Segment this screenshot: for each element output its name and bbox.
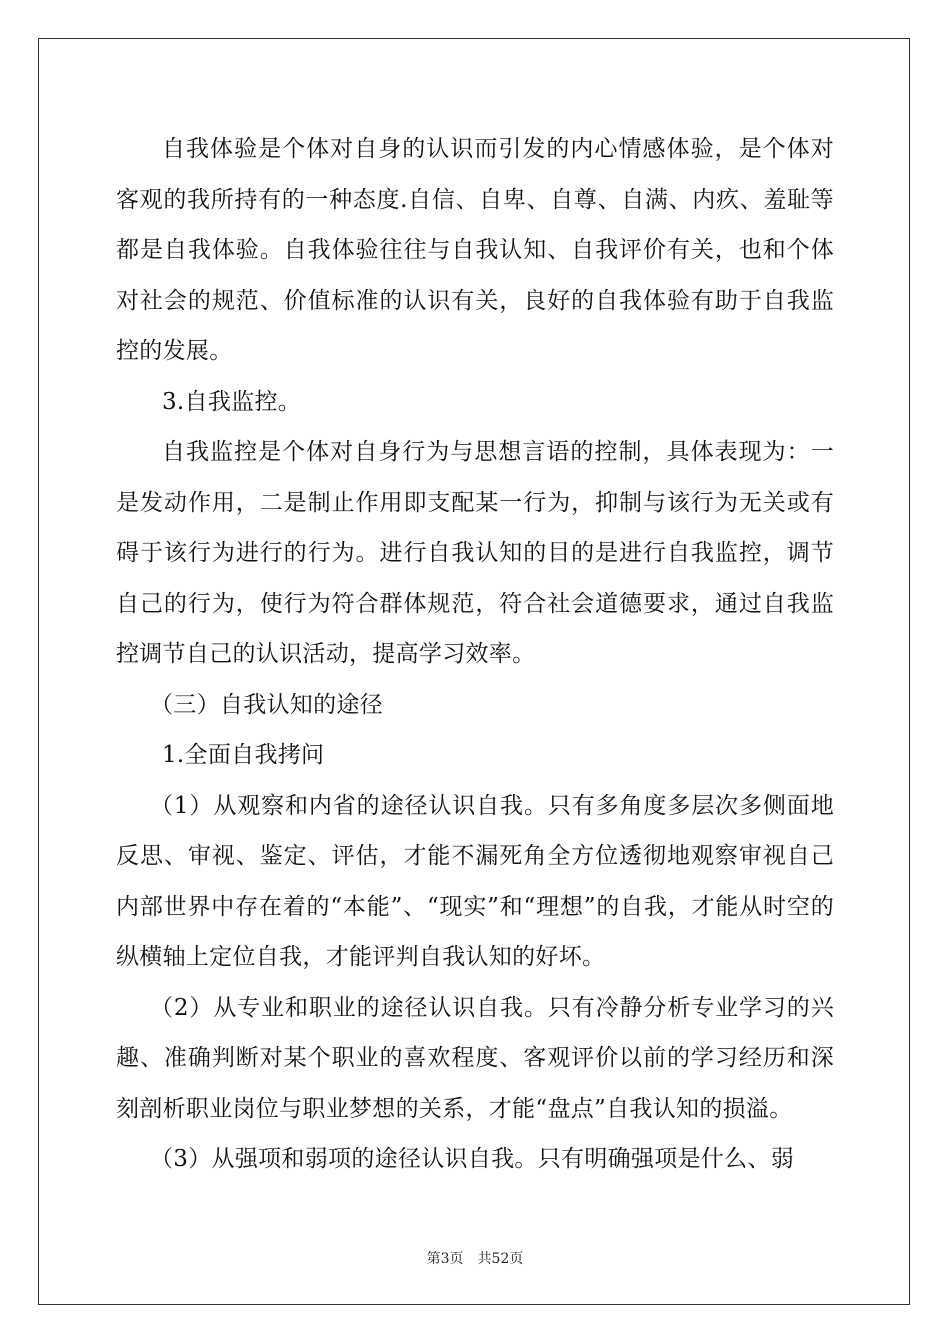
paragraph-self-monitoring: 自我监控是个体对自身行为与思想言语的控制，具体表现为：一是发动作用，二是制止作用即支配某一行为，抑制与该行为无关或有碍于该行为进行的行为。进行自我认知的目的是进行自我监控，调节自己的行为，使行为符合群体规范，符合社会道德要求，通过自我监控调节自己的认识活动，提高学习效率。 xyxy=(116,439,834,667)
paragraph-observation-introspection: （1）从观察和内省的途径认识自我。只有多角度多层次多侧面地反思、审视、鉴定、评估，才能不漏死角全方位透彻地观察审视自己内部世界中存在着的“本能”、“现实”和“理想”的自我，才能从时空的纵横轴上定位自我，才能评判自我认知的好坏。 xyxy=(116,792,834,970)
heading-comprehensive-self-questioning: 1.全面自我拷问 xyxy=(162,742,325,768)
document-body xyxy=(116,124,834,1185)
heading-self-monitoring: 3.自我监控。 xyxy=(162,388,302,415)
page-total: 共52页 xyxy=(477,1251,524,1267)
paragraph-self-experience: 自我体验是个体对自身的认识而引发的内心情感体验，是个体对客观的我所持有的一种态度.自信、自卑、自尊、自满、内疚、羞耻等都是自我体验。自我体验往往与自我认知、自我评价有关，也和个体对社会的规范、价值标准的认识有关，良好的自我体验有助于自我监控的发展。 xyxy=(116,136,834,364)
page-number: 第3页 xyxy=(426,1251,464,1267)
paragraph-major-career: （2）从专业和职业的途径认识自我。只有冷静分析专业学习的兴趣、准确判断对某个职业的喜欢程度、客观评价以前的学习经历和深刻剖析职业岗位与职业梦想的关系，才能“盘点”自我认知的损溢。 xyxy=(116,994,834,1122)
heading-self-cognition-approaches: （三）自我认知的途径 xyxy=(150,691,383,718)
paragraph-strengths-weaknesses: （3）从强项和弱项的途径认识自我。只有明确强项是什么、弱 xyxy=(150,1146,795,1172)
page-footer xyxy=(0,1248,950,1268)
